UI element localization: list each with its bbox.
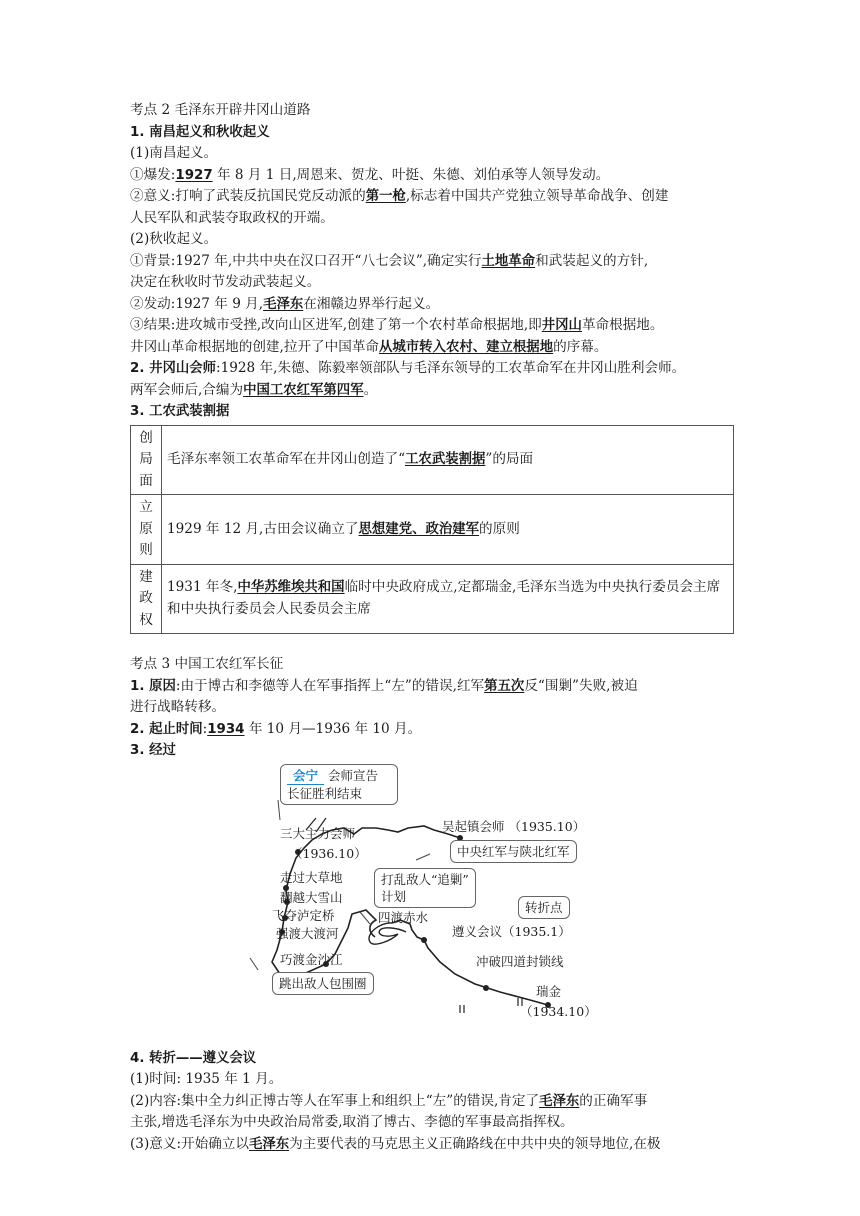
four-lines-label: 冲破四道封锁线 — [476, 953, 564, 969]
table-row — [131, 564, 734, 634]
paragraph: 1. 原因:由于博古和李德等人在军事指挥上“左”的错误,红军第五次反“围剿”失败,被迫 — [130, 677, 638, 694]
section-title: 考点 2 毛泽东开辟井冈山道路 — [130, 102, 311, 118]
paragraph: ③结果:进攻城市受挫,改向山区进军,创建了第一个农村革命根据地,即井冈山革命根据地。 — [130, 317, 664, 333]
wuqi-label: 吴起镇会师 （1935.10） — [442, 818, 586, 834]
key-term: 1927 — [175, 167, 213, 183]
table-row — [131, 495, 734, 565]
turning-point-box: 转折点 — [518, 896, 570, 919]
table-head-cell: 创局面 — [131, 425, 162, 495]
table-head-cell: 立原则 — [131, 495, 162, 565]
paragraph: ②意义:打响了武装反抗国民党反动派的第一枪,标志着中国共产党独立领导革命战争、创建 — [130, 188, 669, 204]
key-term: 从城市转入农村、建立根据地 — [379, 339, 554, 355]
huining-callout: 会宁 会师宣告 长征胜利结束 — [280, 764, 398, 805]
key-term: 毛泽东 — [263, 296, 304, 312]
paragraph: 人民军队和武装夺取政权的开端。 — [130, 209, 334, 226]
huining-label: 会宁 — [287, 767, 324, 785]
heading: 3. 经过 — [130, 743, 176, 758]
paragraph: 进行战略转移。 — [130, 699, 226, 715]
table-cell: 毛泽东率领工农革命军在井冈山创造了“工农武装割据”的局面 — [162, 425, 734, 495]
key-term: 1934 — [207, 721, 245, 737]
disrupt-box: 打乱敌人“追剿” 计划 — [374, 868, 476, 908]
key-term: 第一枪 — [365, 189, 406, 204]
table-head-cell: 建政权 — [131, 564, 162, 634]
paragraph: (2)秋收起义。 — [130, 231, 218, 247]
key-term: 井冈山 — [541, 318, 582, 333]
table-cell: 1931 年冬,中华苏维埃共和国临时中央政府成立,定都瑞金,毛泽东当选为中央执行委员会主席和中央执行委员会人民委员会主席 — [162, 564, 734, 634]
paragraph: (1)时间: 1935 年 1 月。 — [130, 1071, 283, 1087]
three-armies-date: （1936.10） — [290, 845, 367, 861]
key-term: 第五次 — [484, 678, 525, 694]
paragraph: (1)南昌起义。 — [130, 145, 218, 161]
paragraph: (2)内容:集中全力纠正博古等人在军事上和组织上“左”的错误,肯定了毛泽东的正确军事 — [130, 1092, 648, 1109]
key-term: 毛泽东 — [249, 1136, 290, 1152]
key-term: 土地革命 — [481, 253, 536, 269]
heading: 1. 南昌起义和秋收起义 — [130, 124, 270, 140]
armed-separatism-table — [130, 425, 734, 635]
heading: 4. 转折——遵义会议 — [130, 1050, 257, 1066]
ruijin-label: 瑞金 — [536, 983, 562, 999]
section-title: 考点 3 中国工农红军长征 — [130, 656, 284, 672]
table-cell: 1929 年 12 月,古田会议确立了思想建党、政治建军的原则 — [162, 495, 734, 565]
zunyi-label: 遵义会议（1935.1） — [452, 923, 571, 939]
jinsha-label: 巧渡金沙江 — [280, 951, 343, 967]
paragraph: 井冈山革命根据地的创建,拉开了中国革命从城市转入农村、建立根据地的序幕。 — [130, 338, 608, 355]
luding-label: 飞夺泸定桥 — [272, 907, 335, 923]
paragraph: (3)意义:开始确立以毛泽东为主要代表的马克思主义正确路线在中共中央的领导地位,在极 — [130, 1135, 661, 1152]
document-page — [130, 100, 734, 1155]
chishui-label: 四渡赤水 — [378, 909, 429, 925]
paragraph: 两军会师后,合编为中国工农红军第四军。 — [130, 381, 378, 398]
paragraph: 主张,增选毛泽东为中央政治局常委,取消了博古、李德的军事最高指挥权。 — [130, 1114, 574, 1130]
paragraph: 2. 井冈山会师:1928 年,朱德、陈毅率领部队与毛泽东领导的工农革命军在井冈山胜利会师。 — [130, 360, 686, 376]
ruijin-date: （1934.10） — [520, 1003, 597, 1019]
three-armies-label: 三大主力会师 — [280, 825, 356, 841]
shaanbei-box: 中央红军与陕北红军 — [450, 840, 577, 863]
snow-mountain-label: 翻越大雪山 — [280, 889, 343, 905]
paragraph: ①爆发:1927 年 8 月 1 日,周恩来、贺龙、叶挺、朱德、刘伯承等人领导发动。 — [130, 166, 610, 183]
grassland-label: 走过大草地 — [280, 869, 343, 885]
table-row — [131, 425, 734, 495]
paragraph: 决定在秋收时节发动武装起义。 — [130, 274, 321, 290]
key-term: 中国工农红军第四军 — [243, 382, 364, 398]
heading: 3. 工农武装割据 — [130, 404, 230, 419]
paragraph: ①背景:1927 年,中共中央在汉口召开“八七会议”,确定实行土地革命和武装起义的方针, — [130, 252, 649, 269]
paragraph: 2. 起止时间:1934 年 10 月—1936 年 10 月。 — [130, 720, 422, 737]
paragraph: ②发动:1927 年 9 月,毛泽东在湘赣边界举行起义。 — [130, 295, 440, 312]
escape-box: 跳出敌人包围圈 — [272, 972, 374, 995]
long-march-route-diagram — [130, 762, 734, 1034]
dadu-label: 强渡大渡河 — [276, 925, 339, 941]
key-term: 毛泽东 — [539, 1093, 580, 1109]
